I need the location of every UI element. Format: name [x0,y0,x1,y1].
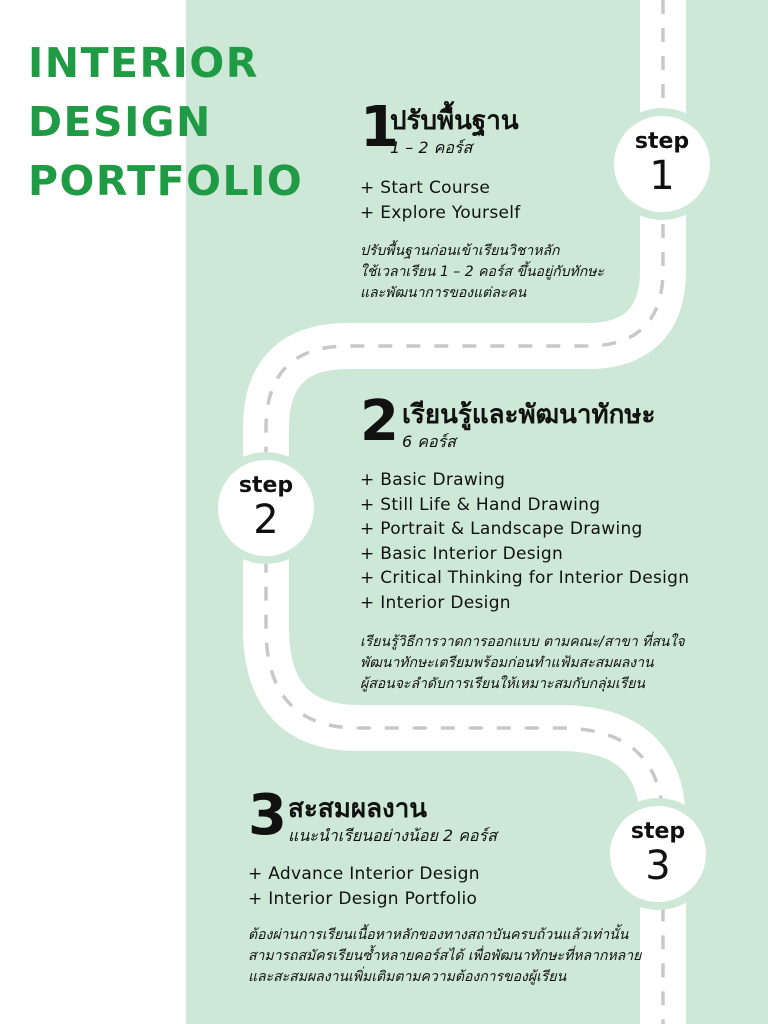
description-line: และพัฒนาการของแต่ละคน [360,285,527,302]
list-item: + Interior Design Portfolio [248,888,478,909]
step-3-number: 3 [248,783,287,848]
step-2-heading [360,389,689,460]
step-3-badge-number: 3 [645,843,671,889]
step-2-badge-number: 2 [253,497,279,543]
description-line: ปรับพื้นฐานก่อนเข้าเรียนวิชาหลัก [360,243,560,260]
step-1-badge-label: step [634,129,690,154]
step-2-title: เรียนรู้และพัฒนาทักษะ [402,400,656,430]
list-item: + Critical Thinking for Interior Design [360,568,690,589]
step-1-subtitle: 1 – 2 คอร์ส [390,138,473,157]
description-line: ต้องผ่านการเรียนเนื้อหาหลักของทางสถาบันครบถ้วนแล้วเท่านั้น [248,927,629,944]
list-item: + Still Life & Hand Drawing [360,494,601,515]
description-line: พัฒนาทักษะเตรียมพร้อมก่อนทำแฟ้มสะสมผลงาน [360,654,654,671]
step-3-badge-label: step [630,819,686,844]
poster-title [28,34,303,211]
step-1-heading [360,95,604,166]
step-1-title: ปรับพื้นฐาน [390,106,519,136]
list-item: + Interior Design [360,592,511,613]
description-line: ผู้สอนจะลำดับการเรียนให้เหมาะสมกับกลุ่มเรียน [360,675,645,692]
description-line: และสะสมผลงานเพิ่มเติมตามความต้องการของผู้เรียน [248,969,567,986]
step-2-course-list [360,468,689,616]
step-1-number: 1 [360,95,399,160]
step-2-number: 2 [360,389,399,454]
step-1-badge [614,116,710,212]
step-1-course-list [360,176,604,225]
step-3-subtitle: แนะนำเรียนอย่างน้อย 2 คอร์ส [288,826,497,845]
step-3-section [248,783,642,988]
description-line: ใช้เวลาเรียน 1 – 2 คอร์ส ขึ้นอยู่กับทักษะ [360,264,604,281]
title-line-1: INTERIOR [28,39,259,87]
list-item: + Basic Drawing [360,470,506,490]
list-item: + Explore Yourself [360,202,521,223]
step-3-description [248,925,641,988]
list-item: + Advance Interior Design [248,864,480,884]
list-item: + Basic Interior Design [360,543,564,564]
list-item: + Start Course [360,178,491,198]
step-3-course-list [248,862,641,911]
description-line: สามารถสมัครเรียนซ้ำหลายคอร์สได้ เพื่อพัฒนาทักษะที่หลากหลาย [248,948,642,965]
step-2-description [360,632,689,695]
step-1-section [360,95,604,304]
step-2-badge-label: step [238,473,294,498]
step-1-badge-number: 1 [649,153,675,199]
title-line-3: PORTFOLIO [28,157,304,205]
step-2-subtitle: 6 คอร์ส [402,432,456,451]
step-2-section [360,389,690,695]
step-3-title: สะสมผลงาน [288,794,428,824]
description-line: เรียนรู้วิธีการวาดการออกแบบ ตามคณะ/สาขา ที่สนใจ [360,633,685,650]
step-1-description [360,241,604,304]
step-2-badge [218,460,314,556]
list-item: + Portrait & Landscape Drawing [360,519,643,540]
title-line-2: DESIGN [28,98,212,146]
step-3-heading [248,783,641,854]
